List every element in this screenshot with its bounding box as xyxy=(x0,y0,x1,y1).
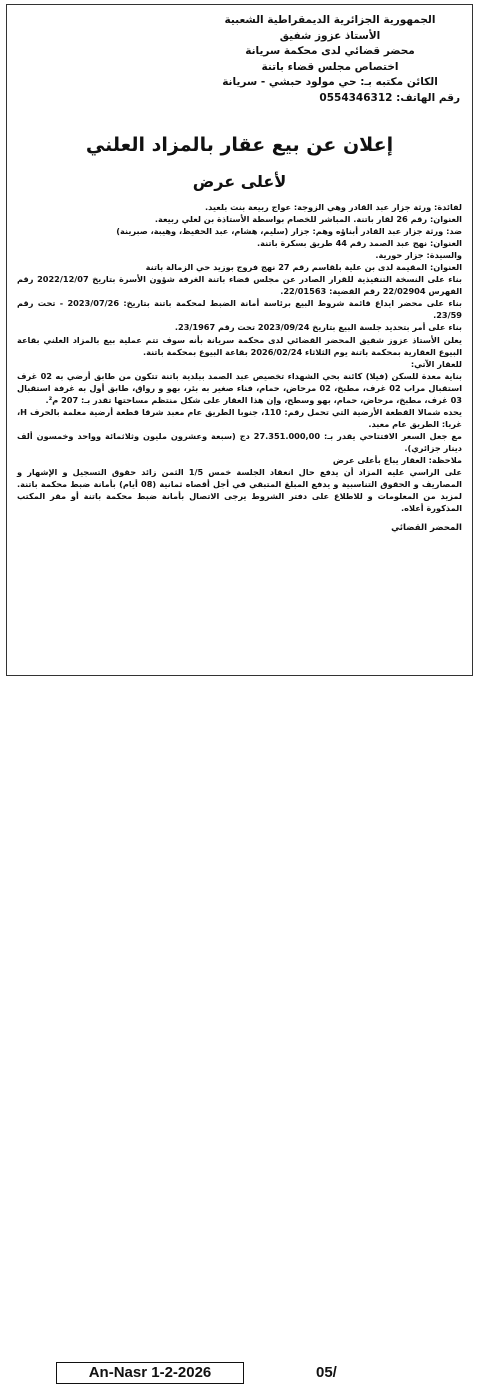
opening-price: مع جعل السعر الافتتاحي يقدر بـ: 27.351.000,00 دج (سبعة وعشرون مليون وثلاثمائة وواحد وخمسون ألف دينار جزائري). xyxy=(17,430,462,453)
phone-label: رقم الهاتف: xyxy=(396,91,460,104)
bailiff-court: محضر قضائي لدى محكمة سريانة xyxy=(245,45,415,57)
phone-number: 0554346312 xyxy=(319,91,393,104)
defendants-paragraph: ضد: ورثة جزار عبد القادر أبناؤه وهم: جزار (سليم، هشام، عبد الحفيظ، وهيبة، صبرينة) xyxy=(116,226,462,237)
notice-subtitle: لأعلى عرض xyxy=(192,172,287,191)
bailiff-signature: المحضر القضائي xyxy=(391,523,462,534)
bailiff-jurisdiction: اختصاص مجلس قضاء باتنة xyxy=(261,60,399,73)
court-decision-reference: بناء على النسخة التنفيذية للقرار الصادر عن مجلس قضاء باتنة الغرفة شؤون الأسرة بتاريخ 2022/12/07 رقم الفهرس 22/02904 رقم القضية: 22/01563. xyxy=(17,274,462,297)
property-description: بناية معدة للسكن (فيلا) كائنة بحي الشهداء تخصيص عبد الصمد ببلدية باتنة تتكون من طابق أرضي به 02 غرف استقبال مراب 02 غرف، مطبخ، 02 مرحاض، حمام، فناء صغير به بئر، بهو و رواق، طابق أول به غرفة استقبال 03 غرف، مطبخ، مرحاض، حمام، بهو وسطح، وإن هذا العقار على شكل منتظم مساحتها تقدر بـ: 207 م². xyxy=(17,370,462,405)
property-boundaries: يحده شمالا القطعة الأرضية التي تحمل رقم: 110، جنوبا الطريق عام معبد شرقا قطعة أرضية معلمة بالحرف H، غربا: الطريق عام معبد. xyxy=(17,406,462,429)
auction-announcement: يعلن الأستاذ عزوز شفيق المحضر القضائي لدى محكمة سريانة بأنه سوف تتم عملية بيع بالمزاد العلني بقاعة البيوع العقارية بمحكمة باتنة يوم الثلاثاء 2026/02/24 بقاعة البيوع بمحكمة باتنة. xyxy=(17,334,462,357)
beneficiary-address: العنوان: رقم 26 لقار باتنة. المباشر للخصام بواسطة الأستاذة بن لعلي ربيعة. xyxy=(154,214,462,225)
page-footer xyxy=(0,678,479,1381)
page-number: 05/ xyxy=(316,1364,337,1381)
sale-session-order: بناء على أمر بتحديد جلسة البيع بتاريخ 2023/09/24 تحت رقم 23/1967. xyxy=(174,322,462,333)
notice-body xyxy=(17,201,462,534)
second-defendant-address: العنوان: المقيمة لدى بن علية بلقاسم رقم 27 نهج فروج بوزيد حي الزمالة باتنة xyxy=(145,262,462,273)
republic-name: الجمهورية الجزائرية الديمقراطية الشعبية xyxy=(224,14,436,26)
bailiff-name: الأستاذ عزوز شفيق xyxy=(279,29,381,42)
office-address: الكائن مكتبه بـ: حي مولود حبشي - سريانة xyxy=(222,76,438,88)
beneficiary-paragraph: لفائدة: ورثة جزار عبد القادر وهي الزوجة: عواج ربيعة بنت بلعيد. xyxy=(205,202,462,212)
property-heading: للعقار الآتي: xyxy=(410,358,462,369)
sale-note: ملاحظة: العقار يباع بأعلى عرض xyxy=(332,454,462,465)
payment-terms: على الراسي عليه المزاد أن يدفع حال انعقاد الجلسة خمس 1/5 الثمن زائد حقوق التسجيل و الإشهار و المصاريف و الحقوق التناسبية و يدفع المبلغ المتبقي في أجل أقصاه ثمانية (08 أيام) بأمانة ضبط محكمة باتنة. لمزيد من المعلومات و للاطلاع على دفتر الشروط يرجى الاتصال بأمانة ضبط محكمة باتنة أو مقر المكتب المذكورة أعلاه. xyxy=(17,467,462,514)
second-defendant: والسيدة: جزار حورية. xyxy=(375,250,462,261)
auction-notice xyxy=(6,4,473,676)
issue-label: An-Nasr 1-2-2026 xyxy=(56,1362,244,1384)
phone-line xyxy=(200,91,460,107)
notice-title: إعلان عن بيع عقار بالمزاد العلني xyxy=(85,134,394,156)
bailiff-header xyxy=(200,13,460,106)
conditions-deposit-reference: بناء على محضر ايداع قائمة شروط البيع برئاسة أمانة الضبط لمحكمة باتنة بتاريخ: 2023/07/26 - تحت رقم 23/59. xyxy=(17,298,462,321)
defendants-address: العنوان: نهج عبد الصمد رقم 44 طريق بسكرة باتنة. xyxy=(257,238,462,249)
